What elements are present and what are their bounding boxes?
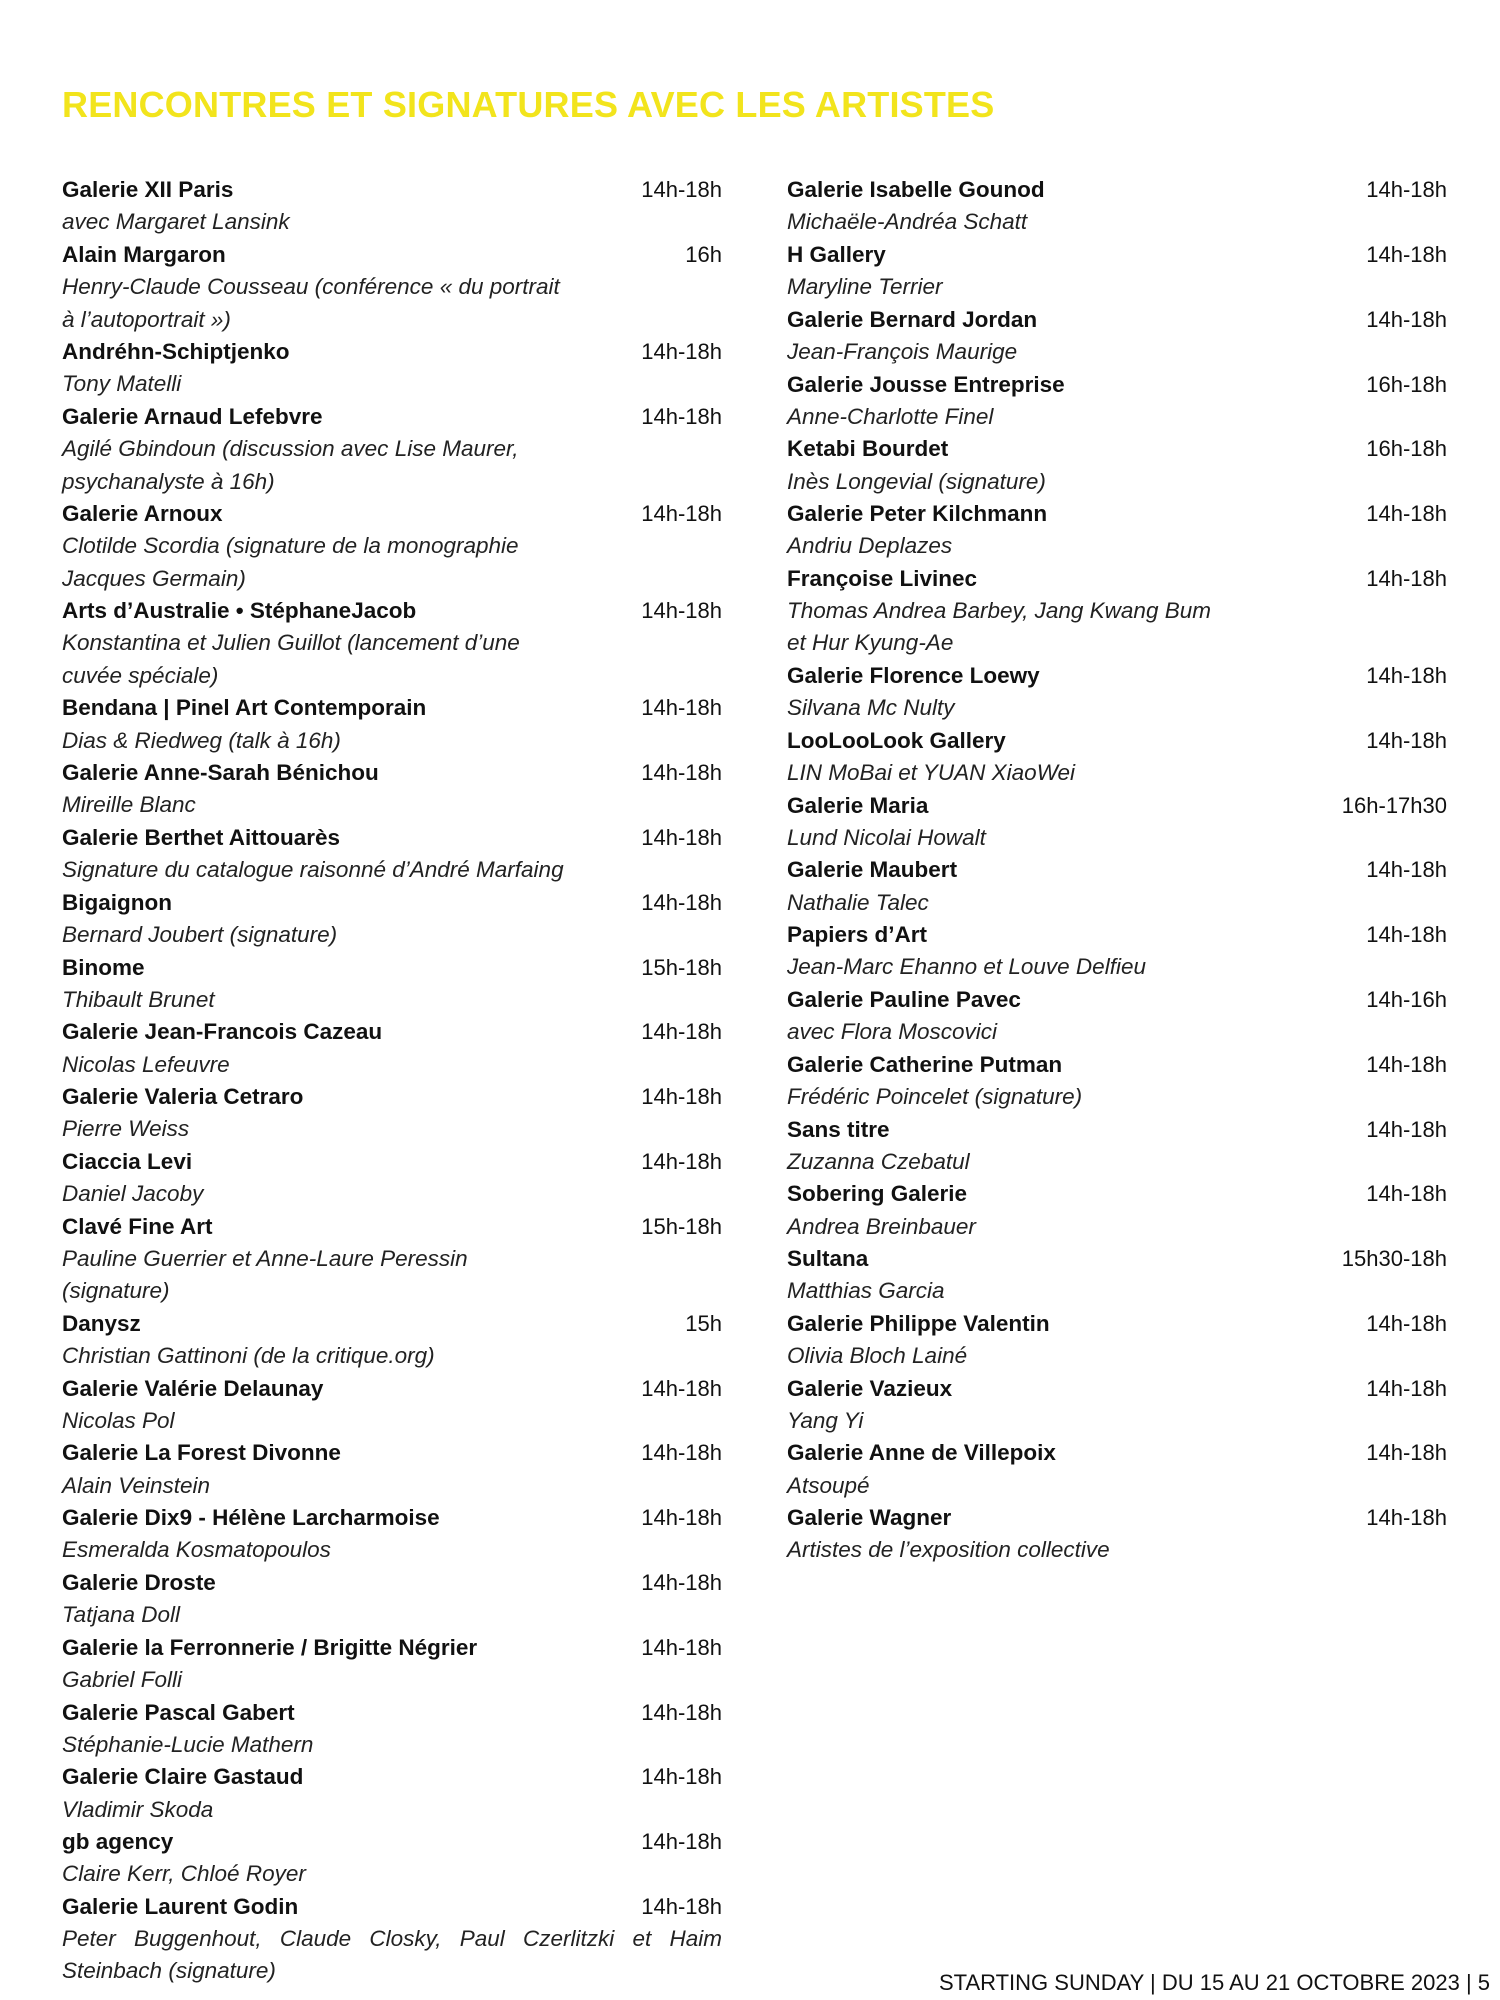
gallery-name: Galerie Maubert [787, 857, 958, 883]
event-entry [62, 887, 722, 952]
entry-header [62, 1308, 722, 1340]
artist-line: Frédéric Poincelet (signature) [787, 1083, 1083, 1109]
event-time: 15h30-18h [1341, 1246, 1447, 1272]
gallery-name: Galerie Valeria Cetraro [62, 1084, 304, 1110]
artist-line: Thibault Brunet [62, 986, 215, 1012]
artist-line: Yang Yi [787, 1407, 864, 1433]
entry-header [787, 919, 1447, 951]
artist-line: Nathalie Talec [787, 889, 929, 915]
entry-header [787, 433, 1447, 465]
gallery-name: Galerie XII Paris [62, 177, 234, 203]
gallery-name: Alain Margaron [62, 241, 226, 267]
gallery-name: LooLooLook Gallery [787, 727, 1006, 753]
gallery-name: Bendana | Pinel Art Contemporain [62, 695, 427, 721]
event-entry [62, 951, 722, 1016]
entry-header [62, 1146, 722, 1178]
event-time: 14h-18h [1366, 1116, 1447, 1142]
gallery-name: Galerie Anne-Sarah Bénichou [62, 760, 379, 786]
event-time: 14h-18h [1366, 306, 1447, 332]
event-time: 16h-18h [1366, 371, 1447, 397]
artist-line: Agilé Gbindoun (discussion avec Lise Maurer, [62, 436, 519, 462]
artist-line: à l’autoportrait ») [62, 306, 231, 332]
event-time: 14h-18h [641, 598, 722, 624]
artist-line: Bernard Joubert (signature) [62, 921, 338, 947]
entry-header [62, 822, 722, 854]
event-entry [787, 1243, 1447, 1308]
event-time: 14h-18h [1366, 565, 1447, 591]
gallery-name: Ciaccia Levi [62, 1148, 193, 1174]
artist-line: Peter Buggenhout, Claude Closky, Paul Czerlitzki et Haim [62, 1926, 722, 1952]
artist-line: Thomas Andrea Barbey, Jang Kwang Bum [787, 598, 1211, 624]
artist-line: Matthias Garcia [787, 1278, 945, 1304]
event-time: 14h-18h [1366, 1310, 1447, 1336]
gallery-name: Galerie Droste [62, 1569, 216, 1595]
event-entry [62, 1826, 722, 1891]
event-entry [62, 401, 722, 498]
event-entry [62, 1081, 722, 1146]
gallery-name: Danysz [62, 1310, 141, 1336]
gallery-name: Bigaignon [62, 889, 172, 915]
event-entry [62, 239, 722, 336]
event-time: 14h-18h [641, 889, 722, 915]
entry-header [62, 595, 722, 627]
gallery-name: Galerie Catherine Putman [787, 1051, 1063, 1077]
event-time: 14h-18h [1366, 1505, 1447, 1531]
artist-line: Claire Kerr, Chloé Royer [62, 1861, 306, 1887]
entry-header [62, 498, 722, 530]
artist-line: Henry-Claude Cousseau (conférence « du portrait [62, 274, 560, 300]
event-time: 14h-18h [641, 1699, 722, 1725]
artist-line: Steinbach (signature) [62, 1958, 276, 1984]
gallery-name: Galerie Peter Kilchmann [787, 501, 1048, 527]
event-entry [787, 433, 1447, 498]
artist-line: Anne-Charlotte Finel [787, 403, 994, 429]
artist-line: Andrea Breinbauer [787, 1213, 976, 1239]
entry-header [62, 692, 722, 724]
artist-line: Daniel Jacoby [62, 1181, 204, 1207]
entry-header [787, 1049, 1447, 1081]
artist-line: Silvana Mc Nulty [787, 695, 955, 721]
event-time: 14h-18h [1366, 857, 1447, 883]
event-entry [62, 1632, 722, 1697]
gallery-name: Galerie Berthet Aittouarès [62, 825, 340, 850]
event-entry [62, 1437, 722, 1502]
event-time: 14h-18h [641, 1440, 722, 1466]
artist-line: Esmeralda Kosmatopoulos [62, 1537, 331, 1563]
entry-header [787, 174, 1447, 206]
entry-header [787, 304, 1447, 336]
entry-header [62, 1826, 722, 1858]
event-entry [787, 1437, 1447, 1502]
gallery-name: Galerie Pascal Gabert [62, 1699, 295, 1725]
event-entry [787, 1308, 1447, 1373]
artist-line: Atsoupé [787, 1472, 870, 1498]
artist-line: Artistes de l’exposition collective [787, 1537, 1110, 1563]
event-time: 14h-18h [641, 1569, 722, 1595]
entry-header [787, 563, 1447, 595]
artist-line: Andriu Deplazes [787, 533, 953, 559]
gallery-name: Galerie Wagner [787, 1505, 952, 1531]
event-time: 14h-18h [641, 695, 722, 721]
event-time: 14h-18h [641, 1764, 722, 1790]
event-time: 14h-18h [1366, 1440, 1447, 1466]
entry-header [787, 984, 1447, 1016]
artist-line: Pierre Weiss [62, 1116, 190, 1142]
event-time: 14h-18h [1366, 241, 1447, 267]
entry-header [62, 887, 722, 919]
artist-line: Vladimir Skoda [62, 1796, 214, 1822]
entry-header [62, 336, 722, 368]
entry-header [787, 1308, 1447, 1340]
event-time: 15h [685, 1310, 722, 1336]
event-time: 14h-18h [1366, 1181, 1447, 1207]
event-time: 14h-18h [1366, 501, 1447, 527]
gallery-name: Galerie Jean-Francois Cazeau [62, 1019, 383, 1045]
event-time: 14h-18h [641, 1893, 722, 1919]
artist-line: Konstantina et Julien Guillot (lancement d’une [62, 630, 520, 656]
artist-line: Christian Gattinoni (de la critique.org) [62, 1343, 435, 1369]
gallery-name: Galerie Maria [787, 792, 929, 818]
event-entry [62, 1502, 722, 1567]
gallery-name: Clavé Fine Art [62, 1213, 213, 1239]
artist-line: psychanalyste à 16h) [62, 468, 275, 494]
gallery-name: Galerie Florence Loewy [787, 663, 1040, 689]
artist-line: Jean-Marc Ehanno et Louve Delfieu [787, 954, 1146, 980]
entry-header [62, 951, 722, 983]
gallery-name: Galerie Bernard Jordan [787, 306, 1038, 332]
entry-header [787, 1437, 1447, 1469]
gallery-name: Galerie Claire Gastaud [62, 1764, 304, 1790]
artist-line: Dias & Riedweg (talk à 16h) [62, 727, 341, 753]
entry-header [787, 368, 1447, 400]
event-time: 14h-18h [641, 1634, 722, 1660]
event-time: 16h [685, 241, 722, 267]
entry-header [787, 239, 1447, 271]
event-time: 14h-18h [641, 1019, 722, 1045]
gallery-name: Galerie Anne de Villepoix [787, 1440, 1056, 1466]
event-time: 15h-18h [641, 1213, 722, 1239]
event-entry [787, 498, 1447, 563]
event-time: 14h-18h [641, 825, 722, 850]
event-entry [787, 854, 1447, 919]
event-entry [787, 239, 1447, 304]
entry-header [62, 239, 722, 271]
gallery-name: Galerie Pauline Pavec [787, 986, 1021, 1012]
event-time: 14h-18h [1366, 663, 1447, 689]
gallery-name: Galerie Laurent Godin [62, 1893, 299, 1919]
entry-header [62, 757, 722, 789]
gallery-name: Galerie Arnoux [62, 501, 223, 527]
entry-header [787, 1502, 1447, 1534]
event-entry [787, 304, 1447, 369]
gallery-name: Galerie Philippe Valentin [787, 1310, 1050, 1336]
entry-header [787, 660, 1447, 692]
entry-header [62, 1891, 722, 1923]
event-time: 14h-18h [1366, 177, 1447, 203]
event-entry [787, 1049, 1447, 1114]
entry-header [62, 1761, 722, 1793]
entry-header [787, 1243, 1447, 1275]
event-entry [62, 336, 722, 401]
event-time: 14h-18h [641, 501, 722, 527]
gallery-name: H Gallery [787, 241, 886, 267]
event-entry [787, 660, 1447, 725]
artist-line: Pauline Guerrier et Anne-Laure Peressin [62, 1245, 468, 1271]
event-entry [787, 563, 1447, 660]
entry-header [787, 854, 1447, 886]
artist-line: Mireille Blanc [62, 792, 196, 818]
event-entry [787, 1178, 1447, 1243]
entry-header [62, 1081, 722, 1113]
entry-header [62, 1211, 722, 1243]
event-time: 14h-18h [641, 1505, 722, 1531]
event-entry [62, 1372, 722, 1437]
entry-header [787, 789, 1447, 821]
event-time: 14h-18h [641, 1148, 722, 1174]
entry-header [62, 1372, 722, 1404]
event-entry [787, 789, 1447, 854]
gallery-name: Arts d’Australie • StéphaneJacob [62, 598, 417, 624]
event-entry [787, 1502, 1447, 1567]
event-entry [62, 757, 722, 822]
event-time: 14h-18h [641, 339, 722, 365]
artist-line: Nicolas Lefeuvre [62, 1051, 230, 1077]
gallery-name: Papiers d’Art [787, 922, 928, 948]
gallery-name: Sans titre [787, 1116, 890, 1142]
page-footer: STARTING SUNDAY | DU 15 AU 21 OCTOBRE 2023 | 5 [938, 1970, 1490, 1995]
event-time: 14h-18h [641, 1084, 722, 1110]
event-entry [62, 1308, 722, 1373]
gallery-name: Galerie la Ferronnerie / Brigitte Négrier [62, 1634, 478, 1660]
artist-line: Inès Longevial (signature) [787, 468, 1046, 494]
entry-header [62, 174, 722, 206]
gallery-name: Andréhn-Schiptjenko [62, 339, 290, 365]
artist-line: Tony Matelli [62, 371, 182, 397]
event-time: 16h-18h [1366, 436, 1447, 462]
entry-header [62, 1632, 722, 1664]
artist-line: Stéphanie-Lucie Mathern [62, 1731, 314, 1757]
artist-line: Zuzanna Czebatul [787, 1148, 970, 1174]
page-title: RENCONTRES ET SIGNATURES AVEC LES ARTISTES [62, 84, 995, 125]
event-entry [62, 595, 722, 692]
event-time: 14h-18h [1366, 1051, 1447, 1077]
entry-header [62, 1567, 722, 1599]
event-time: 14h-18h [641, 403, 722, 429]
entry-header [62, 1696, 722, 1728]
artist-line: LIN MoBai et YUAN XiaoWei [787, 760, 1076, 786]
gallery-name: Galerie Vazieux [787, 1375, 953, 1401]
gallery-name: Galerie Jousse Entreprise [787, 371, 1065, 397]
event-entry [787, 174, 1447, 239]
event-time: 14h-18h [641, 177, 722, 203]
event-entry [787, 984, 1447, 1049]
entry-header [62, 401, 722, 433]
event-time: 14h-18h [641, 1829, 722, 1855]
gallery-name: Sultana [787, 1246, 869, 1272]
entry-header [62, 1502, 722, 1534]
event-entry [62, 174, 722, 239]
event-entry [787, 1113, 1447, 1178]
event-entry [62, 822, 722, 887]
event-entry [62, 1696, 722, 1761]
artist-line: avec Flora Moscovici [787, 1019, 998, 1045]
event-time: 14h-18h [641, 1375, 722, 1401]
event-entry [787, 725, 1447, 790]
event-time: 15h-18h [641, 954, 722, 980]
artist-line: Olivia Bloch Lainé [787, 1343, 968, 1369]
event-time: 14h-18h [1366, 1375, 1447, 1401]
event-entry [62, 498, 722, 595]
event-entry [787, 919, 1447, 984]
artist-line: Alain Veinstein [62, 1472, 211, 1498]
event-entry [62, 1016, 722, 1081]
event-time: 14h-18h [1366, 727, 1447, 753]
event-entry [62, 1211, 722, 1308]
artist-line: Maryline Terrier [787, 274, 943, 300]
artist-line: Michaële-Andréa Schatt [787, 209, 1028, 235]
gallery-name: gb agency [62, 1829, 174, 1855]
entry-header [787, 1372, 1447, 1404]
artist-line: Jean-François Maurige [787, 338, 1018, 364]
entry-header [787, 1178, 1447, 1210]
artist-line: cuvée spéciale) [62, 662, 219, 688]
gallery-name: Galerie La Forest Divonne [62, 1440, 341, 1466]
entry-header [787, 1113, 1447, 1145]
gallery-name: Françoise Livinec [787, 565, 978, 591]
entry-header [787, 725, 1447, 757]
artist-line: Signature du catalogue raisonné d’André Marfaing [62, 857, 564, 883]
event-time: 14h-18h [1366, 922, 1447, 948]
event-entry [787, 1372, 1447, 1437]
event-entry [62, 692, 722, 757]
event-entry [62, 1567, 722, 1632]
entry-header [62, 1437, 722, 1469]
artist-line: Jacques Germain) [62, 565, 246, 591]
event-entry [62, 1761, 722, 1826]
gallery-name: Sobering Galerie [787, 1181, 968, 1207]
artist-line: et Hur Kyung-Ae [787, 630, 954, 656]
gallery-name: Ketabi Bourdet [787, 436, 949, 462]
event-entry [62, 1891, 722, 1988]
artist-line: avec Margaret Lansink [62, 209, 290, 235]
artist-line: Gabriel Folli [62, 1666, 183, 1692]
gallery-name: Binome [62, 954, 145, 980]
entry-header [62, 1016, 722, 1048]
artist-line: (signature) [62, 1278, 170, 1304]
artist-line: Nicolas Pol [62, 1407, 175, 1433]
event-entry [787, 368, 1447, 433]
right-column [787, 174, 1447, 1567]
event-time: 16h-17h30 [1341, 792, 1447, 818]
gallery-name: Galerie Arnaud Lefebvre [62, 403, 323, 429]
event-entry [62, 1146, 722, 1211]
gallery-name: Galerie Valérie Delaunay [62, 1375, 324, 1401]
entry-header [787, 498, 1447, 530]
artist-line: Lund Nicolai Howalt [787, 824, 986, 850]
left-column [62, 174, 722, 1988]
artist-line: Clotilde Scordia (signature de la monographie [62, 533, 519, 559]
gallery-name: Galerie Dix9 - Hélène Larcharmoise [62, 1505, 440, 1531]
event-time: 14h-16h [1366, 986, 1447, 1012]
event-time: 14h-18h [641, 760, 722, 786]
artist-line: Tatjana Doll [62, 1602, 180, 1628]
gallery-name: Galerie Isabelle Gounod [787, 177, 1045, 203]
